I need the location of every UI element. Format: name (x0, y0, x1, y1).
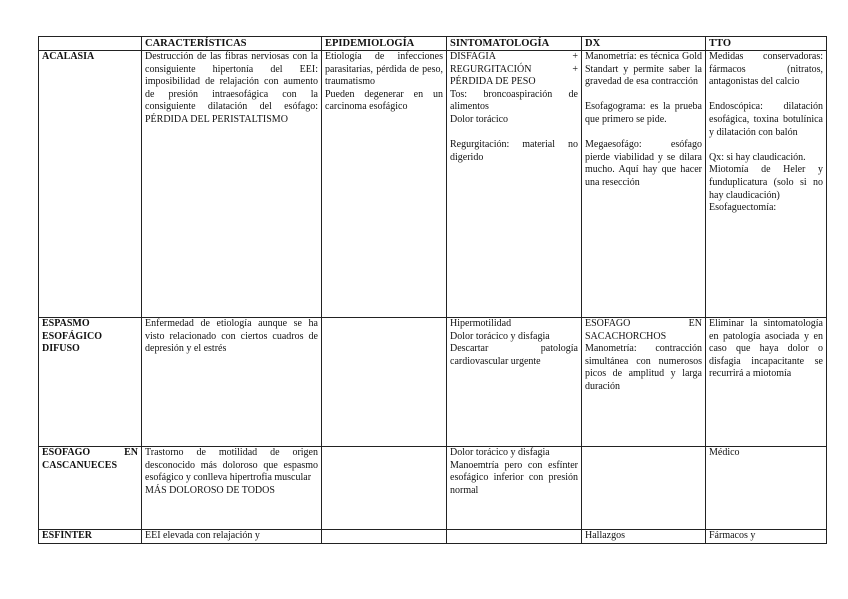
dx-cell (582, 51, 706, 318)
cell-text: Manoemtría pero con esfínter esofágico inferior con presión normal (450, 459, 578, 496)
tto-cell (706, 447, 827, 530)
sintomatologia-cell (447, 318, 582, 447)
cell-text: Trastorno de motilidad de origen desconocido más doloroso que espasmo esofágico y conlleva hipertrofia muscular (145, 447, 318, 484)
cell-text: EEI elevada con relajación y (145, 530, 260, 541)
blank-line (709, 139, 823, 152)
header-cell: SINTOMATOLOGÍA (447, 37, 582, 51)
sintomatologia-cell (447, 530, 582, 544)
blank-line (709, 89, 823, 102)
blank-line (450, 127, 578, 140)
caracteristicas-cell (142, 318, 322, 447)
cell-text: Enfermedad de etiología aunque se ha visto relacionado con ciertos cuadros de depresión y el estrés (145, 318, 318, 355)
table-row (39, 530, 827, 544)
cell-text: Miotomía de Heler y funduplicatura (solo si no hay claudicación) (709, 164, 823, 201)
caracteristicas-cell (142, 51, 322, 318)
dx-cell (582, 447, 706, 530)
cell-text: Esofagograma: es la prueba que primero se pide. (585, 101, 702, 125)
cell-text: Hipermotilidad (450, 318, 512, 329)
cell-text: Destrucción de las fibras nerviosas con la consiguiente hipertonía del EEI: imposibilidad de relajación con aumento de presión intraesofágica con la consiguiente dilatación del esófago: PÉRDIDA DEL PERISTALTISMO (145, 51, 318, 125)
dx-cell (582, 530, 706, 544)
cell-text: Descartar patología cardiovascular urgente (450, 343, 578, 367)
cell-text: MÁS DOLOROSO DE TODOS (145, 484, 275, 496)
cell-text: Médico (709, 447, 740, 458)
header-cell: TTO (706, 37, 827, 51)
cell-text: Dolor torácico (450, 113, 509, 125)
table-header-row (39, 37, 827, 51)
blank-line (585, 89, 702, 102)
cell-text: Tos: broncoaspiración de alimentos (450, 88, 578, 113)
cell-text: Eliminar la sintomatología en patología asociada y en caso que haya dolor o disfagia incapacitante se recurrirá a miotomía (709, 318, 823, 380)
epidemiologia-cell (322, 530, 447, 544)
cell-text: Pueden degenerar en un carcinoma esofágico (325, 88, 443, 113)
header-cell: DX (582, 37, 706, 51)
table-row (39, 51, 827, 318)
epidemiologia-cell (322, 51, 447, 318)
epidemiologia-cell (322, 318, 447, 447)
cell-text: Endoscópica: dilatación esofágica, toxina botulínica y dilatación con balón (709, 101, 823, 138)
epidemiologia-cell (322, 447, 447, 530)
cell-text: Esofaguectomía: (709, 202, 777, 214)
caracteristicas-cell (142, 447, 322, 530)
cell-text: Hallazgos (585, 530, 625, 541)
table-row (39, 318, 827, 447)
cell-text: DISFAGIA + REGURGITACIÓN + PÉRDIDA DE PESO (450, 51, 578, 88)
header-cell: CARACTERÍSTICAS (142, 37, 322, 51)
cell-text: Manometría: contracción simultánea con numerosos picos de amplitud y larga duración (585, 343, 702, 392)
disease-table (38, 36, 827, 544)
row-heading: ESFÍNTER (39, 530, 142, 544)
row-heading: ACALASIA (39, 51, 142, 318)
tto-cell (706, 51, 827, 318)
header-cell (39, 37, 142, 51)
cell-text: Fármacos y (709, 530, 756, 541)
header-cell: EPIDEMIOLOGÍA (322, 37, 447, 51)
caracteristicas-cell (142, 530, 322, 544)
sintomatologia-cell (447, 447, 582, 530)
cell-text: Etiología de infecciones parasitarias, pérdida de peso, traumatismo (325, 51, 443, 88)
row-heading: ESPASMO ESOFÁGICO DIFUSO (39, 318, 142, 447)
cell-text: Dolor torácico y disfagia (450, 447, 550, 458)
row-heading: ESÓFAGO EN CASCANUECES (39, 447, 142, 530)
cell-text: Megaesofágo: esófago pierde viabilidad y se dilara mucho. Aquí hay que hacer una resección (585, 139, 702, 188)
table-row (39, 447, 827, 530)
tto-cell (706, 530, 827, 544)
cell-text: ESÓFAGO EN SACACHORCHOS (585, 318, 702, 342)
sintomatologia-cell (447, 51, 582, 318)
tto-cell (706, 318, 827, 447)
cell-text: Manometría: es técnica Gold Standart y permite saber la gravedad de esa contracción (585, 51, 702, 88)
cell-text: Regurgitación: material no digerido (450, 139, 578, 163)
cell-text: Medidas conservadoras: fármacos (nitratos, antagonistas del calcio (709, 51, 823, 88)
cell-text: Qx: si hay claudicación. (709, 151, 806, 163)
cell-text: Dolor torácico y disfagia (450, 330, 550, 342)
blank-line (585, 127, 702, 140)
dx-cell (582, 318, 706, 447)
